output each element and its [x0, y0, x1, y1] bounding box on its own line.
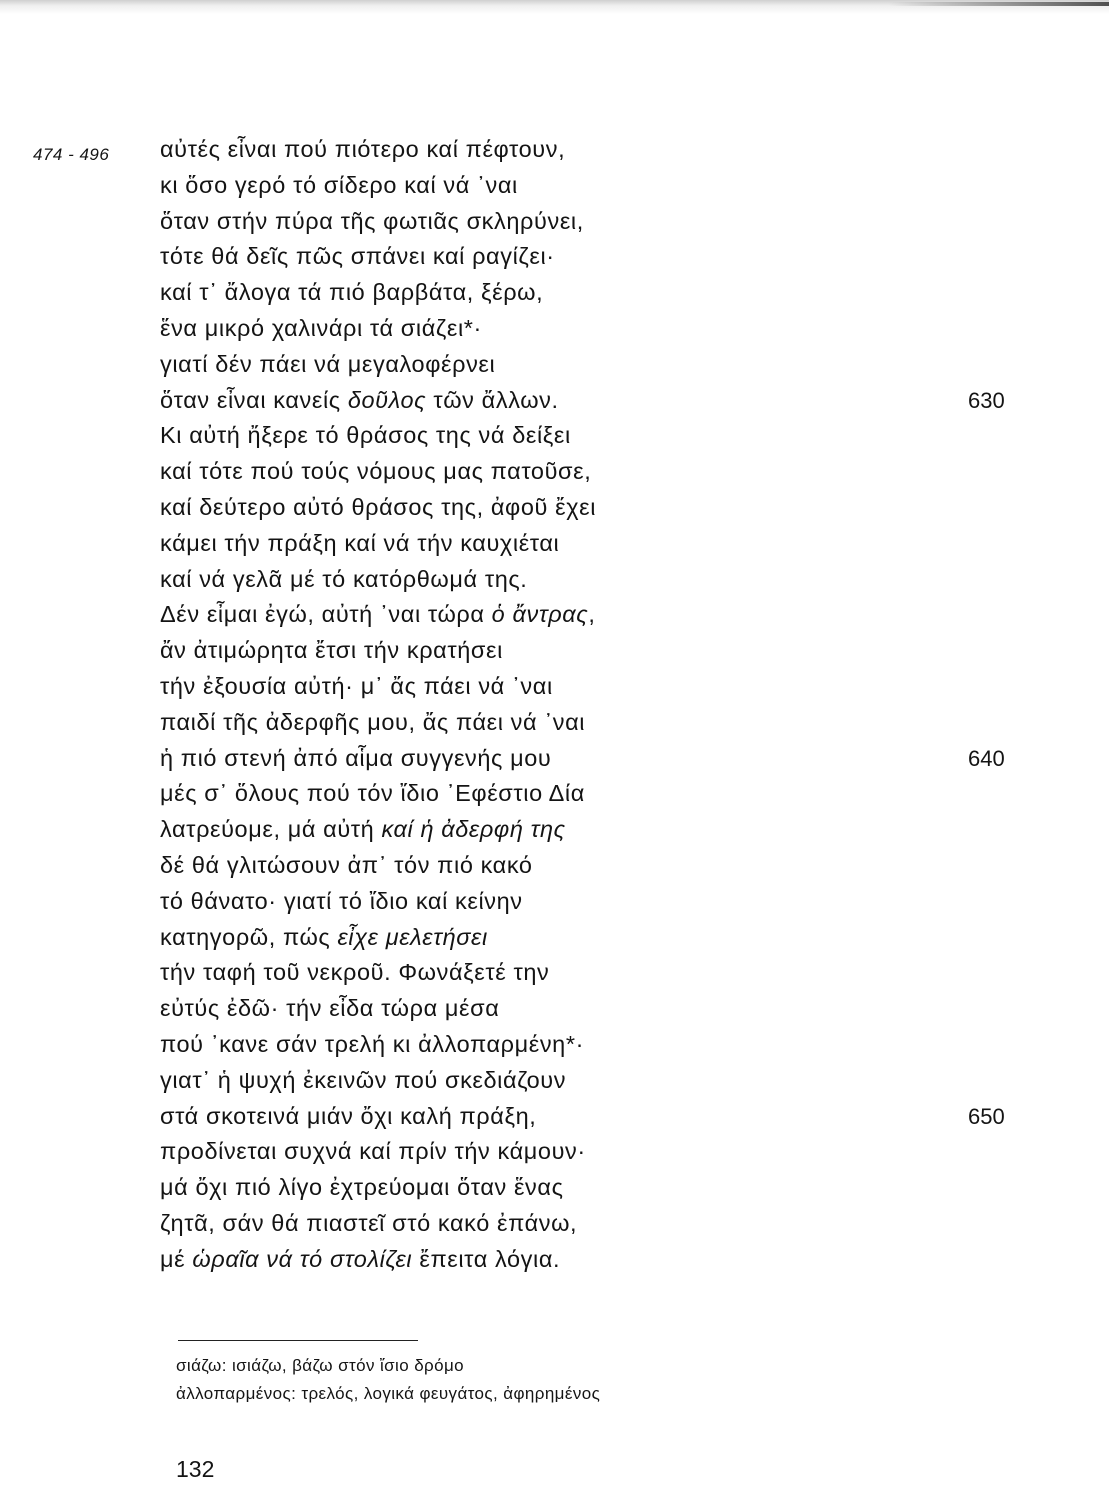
verse-line [160, 530, 559, 557]
verse-text: εὐτύς ἐδῶ· τήν εἶδα τώρα μέσα [160, 995, 500, 1022]
verse-line [160, 1210, 577, 1237]
verse-line [160, 315, 482, 342]
verse-text: ὅταν στήν πύρα τῆς φωτιᾶς σκληρύνει, [160, 207, 584, 234]
verse-line [160, 494, 596, 521]
italic-emphasis: ὁ ἄντρας [491, 601, 589, 628]
verse-line [160, 172, 518, 199]
verse-line [160, 387, 559, 414]
verse-text: τότε θά δεῖς πῶς σπάνει καί ραγίζει· [160, 243, 555, 270]
verse-line [160, 1067, 566, 1094]
verse-text: ἔπειτα λόγια. [412, 1245, 561, 1272]
verse-line [160, 351, 495, 378]
verse-text: ἄν ἀτιμώρητα ἔτσι τήν κρατήσει [160, 637, 503, 664]
verse-line [160, 1103, 536, 1130]
verse-text: πού ᾿κανε σάν τρελή κι ἀλλοπαρμένη*· [160, 1031, 585, 1057]
verse-text: προδίνεται συχνά καί πρίν τήν κάμουν· [160, 1138, 586, 1165]
verse-line [160, 279, 543, 306]
verse-text: καί δεύτερο αὐτό θράσος της, ἀφοῦ ἔχει [160, 494, 597, 520]
verse-line [160, 852, 533, 879]
verse-line [160, 745, 551, 772]
margin-line-number: 650 [968, 1103, 1005, 1129]
verse-text: μά ὄχι πιό λίγο ἐχτρεύομαι ὅταν ἕνας [160, 1174, 564, 1201]
verse-text: ἕνα μικρό χαλινάρι τά σιάζει*· [160, 315, 482, 341]
verse-text: Κι αὐτή ἤξερε τό θράσος της νά δείξει [160, 422, 571, 449]
footnote-separator [178, 1340, 418, 1341]
verse-line [160, 924, 488, 951]
verse-line [160, 1138, 586, 1165]
verse-text: ὅταν εἶναι κανείς [160, 386, 348, 413]
margin-line-number: 640 [968, 745, 1005, 771]
verse-line [160, 959, 549, 986]
verse-line [160, 1031, 584, 1058]
verse-reference: 474 - 496 [33, 145, 110, 164]
verse-line [160, 1246, 560, 1273]
verse-line [160, 1174, 564, 1201]
verse-line [160, 673, 553, 700]
verse-text: ἡ πιό στενή ἀπό αἷμα συγγενής μου [160, 744, 552, 771]
verse-line [160, 816, 566, 843]
verse-text: κι ὅσο γερό τό σίδερο καί νά ᾿ναι [160, 171, 518, 198]
verse-line [160, 566, 527, 593]
verse-text: τήν ἐξουσία αὐτή· μ᾿ ἄς πάει νά ᾿ναι [160, 673, 553, 699]
verse-text: στά σκοτεινά μιάν ὄχι καλή πράξη, [160, 1102, 537, 1129]
verse-line [160, 458, 591, 485]
verse-line [160, 601, 595, 628]
verse-text: τῶν ἄλλων. [426, 386, 559, 413]
verse-line [160, 780, 585, 807]
verse-text: αὐτές εἶναι πού πιότερο καί πέφτουν, [160, 136, 566, 162]
italic-emphasis: ὡραῖα νά τό στολίζει [192, 1245, 413, 1272]
verse-text: δέ θά γλιτώσουν ἀπ᾿ τόν πιό κακό [160, 852, 533, 878]
footnote-2: ἀλλοπαρμένος: τρελός, λογικά φευγάτος, ἀφηρημένος [176, 1384, 601, 1403]
verse-line [160, 709, 585, 736]
page-top-edge [0, 0, 1109, 14]
verse-line [160, 208, 584, 235]
verse-line [160, 637, 503, 664]
verse-line [160, 995, 499, 1022]
verse-text: καί τότε πού τούς νόμους μας πατοῦσε, [160, 458, 592, 485]
verse-text: ζητᾶ, σάν θά πιαστεῖ στό κακό ἐπάνω, [160, 1210, 578, 1236]
italic-emphasis: δοῦλος [347, 386, 427, 413]
verse-text: Δέν εἶμαι ἐγώ, αὐτή ᾿ναι τώρα [160, 601, 492, 628]
italic-emphasis: καί ἡ ἀδερφή της [381, 816, 566, 843]
verse-line [160, 136, 565, 163]
verse-line [160, 243, 555, 270]
italic-emphasis: εἶχε μελετήσει [337, 923, 488, 950]
verse-text: καί νά γελᾶ μέ τό κατόρθωμά της. [160, 565, 528, 592]
verse-line [160, 888, 523, 915]
page-number: 132 [176, 1456, 215, 1482]
verse-text: παιδί τῆς ἀδερφῆς μου, ἄς πάει νά ᾿ναι [160, 708, 586, 735]
verse-text: κάμει τήν πράξη καί νά τήν καυχιέται [160, 529, 560, 556]
verse-text: μέ [160, 1245, 193, 1272]
verse-text: γιατ᾿ ἡ ψυχή ἐκεινῶν πού σκεδιάζουν [160, 1066, 567, 1093]
verse-text: τήν ταφή τοῦ νεκροῦ. Φωνάξετέ την [160, 959, 550, 986]
verse-text: γιατί δέν πάει νά μεγαλοφέρνει [160, 350, 496, 377]
verse-text: τό θάνατο· γιατί τό ἴδιο καί κείνην [160, 887, 523, 914]
verse-text: μές σ᾿ ὅλους πού τόν ἴδιο ᾿Εφέστιο Δία [160, 780, 585, 807]
verse-line [160, 422, 571, 449]
verse-text: καί τ᾿ ἄλογα τά πιό βαρβάτα, ξέρω, [160, 279, 544, 306]
verse-text: λατρεύομε, μά αὐτή [160, 816, 382, 843]
verse-text: , [588, 601, 596, 628]
footnote-1: σιάζω: ισιάζω, βάζω στόν ἴσιο δρόμο [176, 1356, 465, 1375]
margin-line-number: 630 [968, 387, 1005, 413]
verse-text: κατηγορῶ, πώς [160, 923, 338, 950]
